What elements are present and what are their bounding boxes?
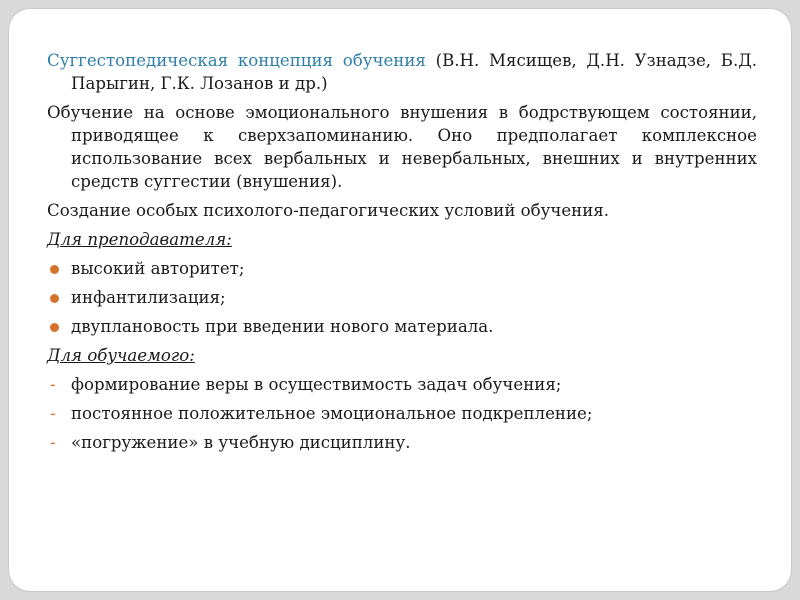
- learner-item-text: постоянное положительное эмоциональное подкрепление;: [71, 404, 593, 423]
- teacher-item-text: двуплановость при введении нового материала.: [71, 317, 494, 336]
- learner-item-text: «погружение» в учебную дисциплину.: [71, 433, 411, 452]
- bullet-dot-icon: [50, 294, 59, 303]
- dash-bullet-icon: -: [50, 404, 56, 423]
- teacher-item-text: высокий авторитет;: [71, 259, 245, 278]
- teacher-list-item: [47, 257, 757, 280]
- teacher-list-item: [47, 315, 757, 338]
- slide-title: [47, 49, 757, 95]
- title-authors: (В.Н. Мясищев, Д.Н. Узнадзе, Б.Д. Парыгин, Г.К. Лозанов и др.): [71, 51, 758, 93]
- learner-list-item: [47, 431, 757, 454]
- teacher-list-item: [47, 286, 757, 309]
- title-concept: Суггестопедическая концепция обучения: [47, 51, 426, 70]
- bullet-dot-icon: [50, 265, 59, 274]
- learner-item-text: формирование веры в осуществимость задач обучения;: [71, 375, 562, 394]
- bullet-dot-icon: [50, 323, 59, 332]
- teacher-item-text: инфантилизация;: [71, 288, 226, 307]
- description-paragraph: Обучение на основе эмоционального внушения в бодрствующем состоянии, приводящее к сверхзапоминанию. Оно предполагает комплексное использование всех вербальных и невербальных, внешних и внутренних средств суггестии (внушения).: [47, 103, 757, 191]
- slide: [8, 8, 792, 592]
- conditions-paragraph: Создание особых психолого-педагогических условий обучения.: [47, 201, 610, 220]
- learner-heading: Для обучаемого:: [47, 346, 195, 365]
- learner-list-item: [47, 402, 757, 425]
- slide-content: [47, 49, 757, 460]
- dash-bullet-icon: -: [50, 375, 56, 394]
- dash-bullet-icon: -: [50, 433, 56, 452]
- learner-list-item: [47, 373, 757, 396]
- teacher-heading: Для преподавателя:: [47, 230, 232, 249]
